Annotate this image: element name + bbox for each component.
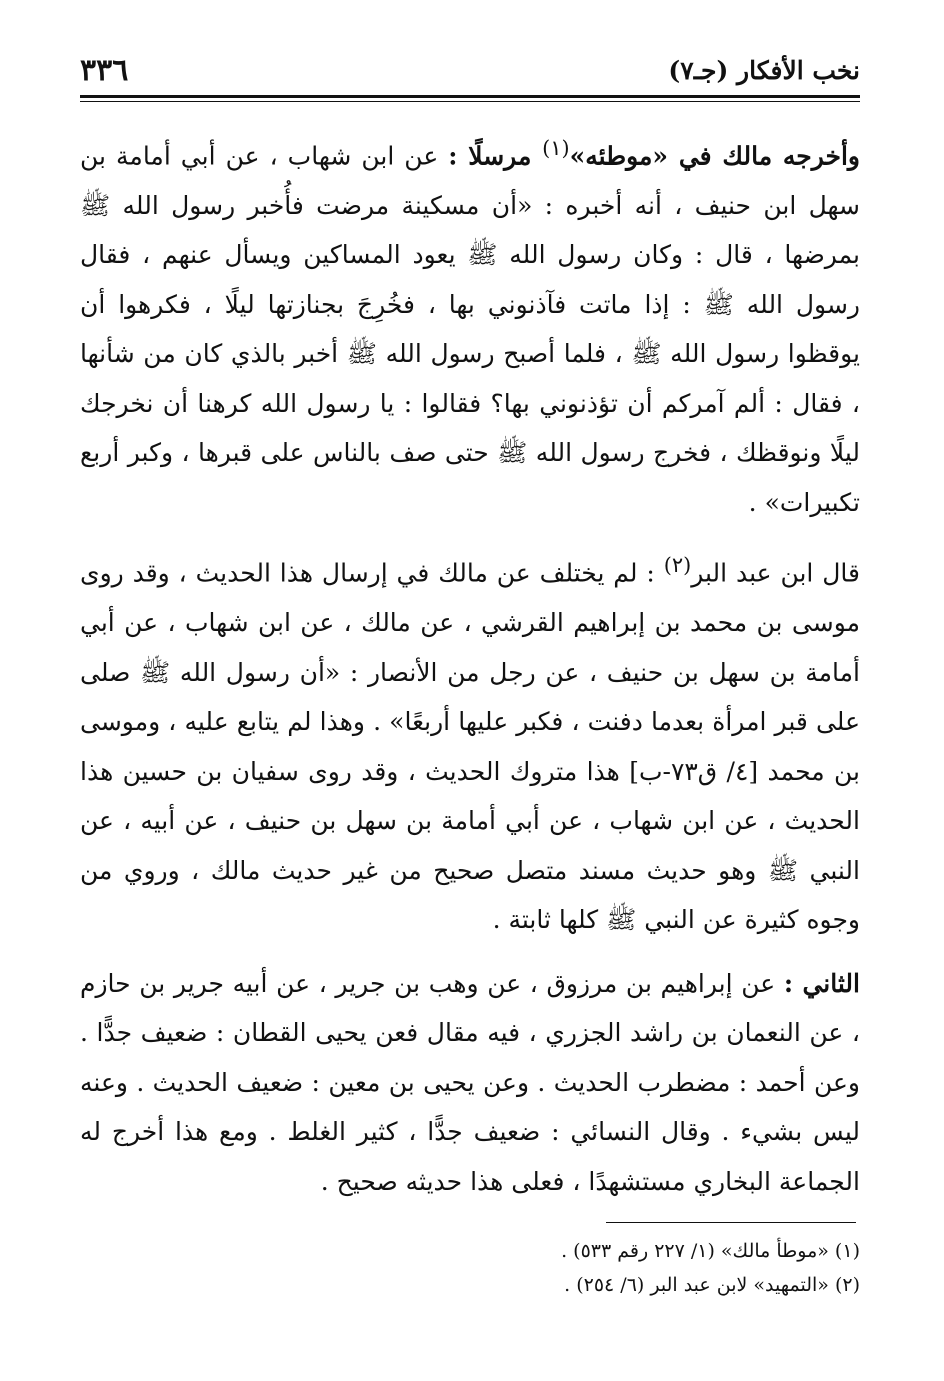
running-title: نخب الأفكار (جـ٧) [668,55,860,85]
paragraph-text: عن إبراهيم بن مرزوق ، عن وهب بن جرير ، عن أبيه جرير بن حازم ، عن النعمان بن راشد الجزري ، فيه مقال فعن يحيى القطان : ضعيف جدًّا . وعن أحمد : مضطرب الحديث . وعن يحيى بن معين : ضعيف الحديث . وعنه ليس بشيء . وقال النسائي : ضعيف جدًّا ، كثير الغلط . ومع هذا أخرج له الجماعة البخاري مستشهدًا ، فعلى هذا حديثه صحيح . [80,968,860,1196]
page-number: ٣٣٦ [80,52,129,88]
footnotes [80,1234,860,1302]
paragraph-second-chain [80,959,860,1207]
paragraph-lead: قال ابن عبد البر [691,558,860,588]
footnote-1: (١) «موطأ مالك» (١/ ٢٢٧ رقم ٥٣٣) . [561,1240,860,1262]
footnote-2: (٢) «التمهيد» لابن عبد البر (٦/ ٢٥٤) . [564,1274,860,1296]
page-header [80,48,860,92]
paragraph-text: : لم يختلف عن مالك في إرسال هذا الحديث ، وقد روى موسى بن محمد بن إبراهيم القرشي ، عن مالك ، عن ابن شهاب ، عن أبي أمامة بن سهل بن حنيف ، عن رجل من الأنصار : «أن رسول الله ﷺ صلى على قبر امرأة بعدما دفنت ، فكبر عليها أربعًا» . وهذا لم يتابع عليه ، وموسى بن محمد [٤/ ق٧٣-ب] هذا متروك الحديث ، وقد روى سفيان بن حسين هذا الحديث ، عن ابن شهاب ، عن أبي أمامة بن سهل بن حنيف ، عن أبيه ، عن النبي ﷺ وهو حديث مسند متصل صحيح من غير حديث مالك ، وروي من وجوه كثيرة عن النبي ﷺ كلها ثابتة . [80,558,860,935]
paragraph-text: عن ابن شهاب ، عن أبي أمامة بن سهل ابن حنيف ، أنه أخبره : «أن مسكينة مرضت فأُخبر رسول الله ﷺ بمرضها ، قال : وكان رسول الله ﷺ يعود المساكين ويسأل عنهم ، فقال رسول الله ﷺ : إذا ماتت فآذنوني بها ، فخُرِجَ بجنازتها ليلًا ، فكرهوا أن يوقظوا رسول الله ﷺ ، فلما أصبح رسول الله ﷺ أخبر بالذي كان من شأنها ، فقال : ألم آمركم أن تؤذنوني بها؟ فقالوا : يا رسول الله كرهنا أن نخرجك ليلًا ونوقظك ، فخرج رسول الله ﷺ حتى صف بالناس على قبرها ، وكبر أربع تكبيرات» . [80,141,860,517]
paragraph-lead: وأخرجه مالك في «موطئه» [569,141,861,171]
paragraph-ibn-abd-al-barr [80,541,860,944]
footnote-separator [606,1222,856,1223]
header-rule-thin [80,101,860,102]
paragraph-lead: الثاني : [783,968,860,998]
header-rule [80,95,860,98]
paragraph-malik [80,124,860,527]
main-text [80,124,860,1206]
paragraph-lead-continued: مرسلًا : [448,141,543,171]
footnote-marker: (٢) [663,553,692,578]
footnote-marker: (١) [542,136,570,160]
